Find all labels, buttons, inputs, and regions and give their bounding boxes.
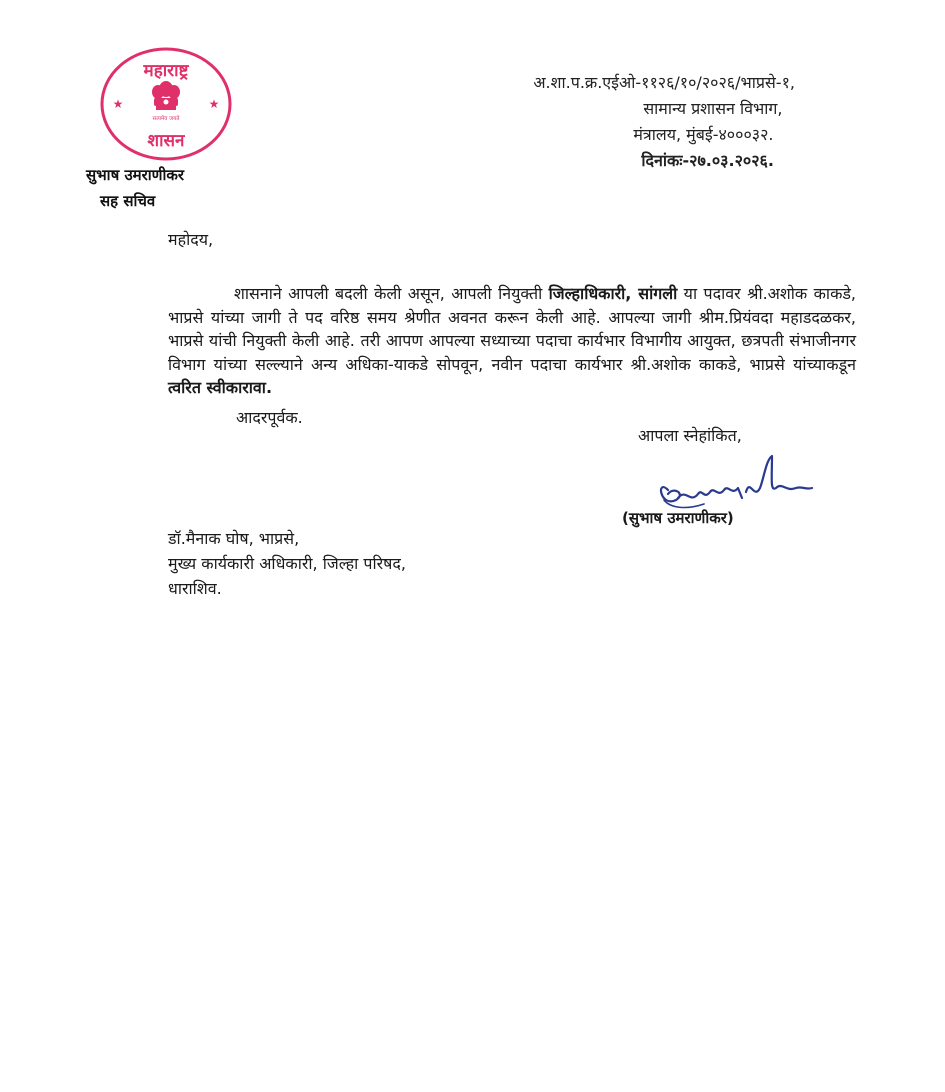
sender-block — [86, 162, 184, 214]
department: सामान्य प्रशासन विभाग, — [643, 99, 783, 118]
svg-text:★: ★ — [112, 97, 124, 111]
recipient-place: धाराशिव. — [168, 579, 222, 598]
salutation: महोदय, — [168, 230, 214, 249]
svg-text:★: ★ — [208, 97, 220, 111]
letter-body — [168, 282, 856, 400]
signatory-name: (सुभाष उमराणीकर) — [622, 509, 734, 527]
body-bold-instruction: त्वरित स्वीकारावा. — [168, 378, 273, 397]
reference-number: अ.शा.प.क्र.एईओ-११२६/१०/२०२६/भाप्रसे-१, — [533, 73, 795, 92]
recipient-designation: मुख्य कार्यकारी अधिकारी, जिल्हा परिषद, — [168, 554, 406, 573]
closing-phrase: आदरपूर्वक. — [236, 408, 303, 427]
sender-name: सुभाष उमराणीकर — [86, 166, 185, 184]
body-paragraph — [168, 282, 856, 400]
recipient-name: डॉ.मैनाक घोष, भाप्रसे, — [168, 529, 300, 548]
svg-text:महाराष्ट्र: महाराष्ट्र — [143, 61, 189, 81]
sender-designation: सह सचिव — [100, 192, 156, 210]
address: मंत्रालय, मुंबई-४०००३२. — [633, 125, 774, 144]
body-text-2: या पदावर श्री.अशोक काकडे, भाप्रसे यांच्या जागी ते पद वरिष्ठ समय श्रेणीत अवनत करून केली आहे. आपल्या जागी श्रीम.प्रियंवदा महाडदळकर, भाप्रसे यांची नियुक्ती केली आहे. तरी आपण आपल्या सध्याच्या पदाचा कार्यभार विभागीय आयुक्त, छत्रपती संभाजीनगर विभाग यांच्या सल्ल्याने अन्य अधिका-याकडे सोपवून, नवीन पदाचा कार्यभार श्री.अशोक काकडे, भाप्रसे यांच्याकडून — [168, 284, 857, 374]
body-bold-posting: जिल्हाधिकारी, सांगली — [548, 284, 678, 303]
svg-text:सत्यमेव जयते: सत्यमेव जयते — [152, 116, 180, 122]
recipient-block — [168, 526, 406, 601]
letter-date: दिनांकः-२७.०३.२०२६. — [641, 151, 774, 170]
svg-text:शासन: शासन — [147, 131, 185, 151]
reference-block — [533, 70, 795, 174]
maharashtra-government-seal — [98, 44, 234, 164]
body-text-1: शासनाने आपली बदली केली असून, आपली नियुक्ती — [234, 284, 549, 303]
yours-sincerely: आपला स्नेहांकित, — [638, 426, 742, 445]
